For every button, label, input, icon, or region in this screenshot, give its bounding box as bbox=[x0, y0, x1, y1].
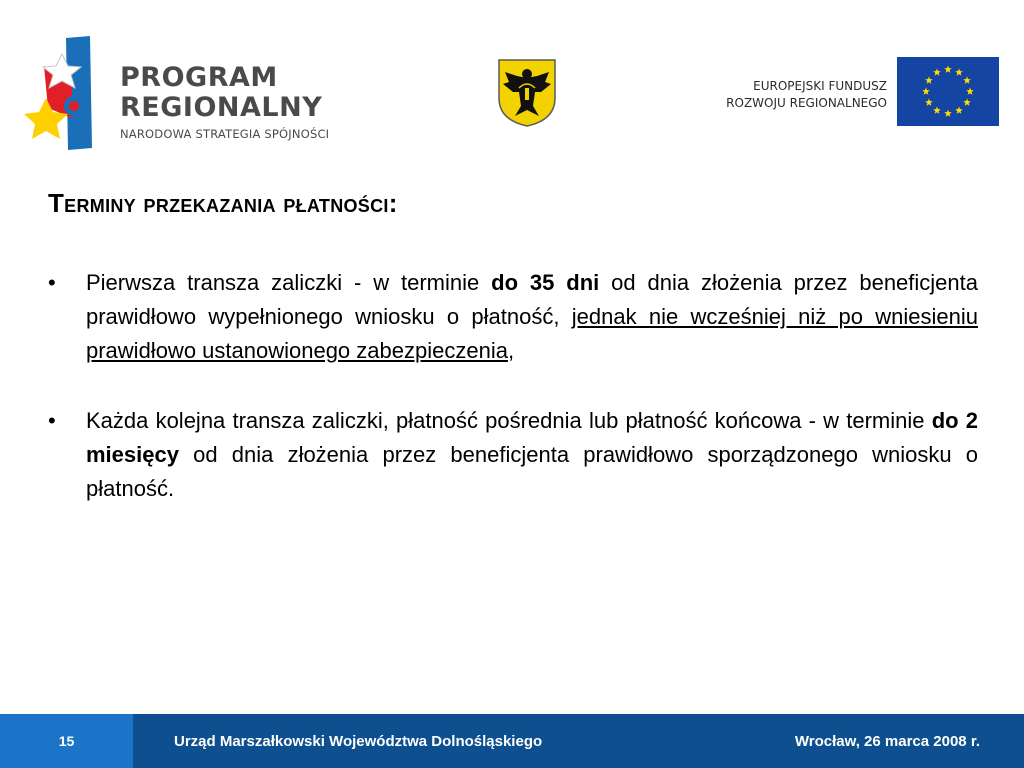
bullet-dot: • bbox=[48, 408, 56, 433]
bullet-item-first-tranche bbox=[48, 266, 978, 368]
footer-place-date: Wrocław, 26 marca 2008 r. bbox=[794, 732, 980, 750]
bullet-text: Pierwsza transza zaliczki - w terminie bbox=[86, 270, 492, 295]
page-number: 15 bbox=[0, 714, 133, 768]
bullet-item-next-tranche bbox=[48, 404, 978, 506]
program-logo-line3: NARODOWA STRATEGIA SPÓJNOŚCI bbox=[120, 127, 330, 141]
eu-flag-icon bbox=[897, 57, 999, 126]
eu-fund-label bbox=[726, 78, 887, 112]
slide-header bbox=[0, 0, 1024, 165]
eagle-crest-icon bbox=[497, 58, 557, 128]
slide-footer bbox=[0, 714, 1024, 768]
bullet-dot: • bbox=[48, 270, 56, 295]
bullet-text: od dnia złożenia przez beneficjenta prawidłowo wypełnionego wniosku o płatność, bbox=[86, 270, 978, 329]
eu-fund-line1: EUROPEJSKI FUNDUSZ bbox=[753, 79, 887, 93]
slide-title: Terminy przekazania płatności: bbox=[48, 188, 398, 218]
bullet-list bbox=[48, 266, 978, 506]
bullet-text: Każda kolejna transza zaliczki, płatność pośrednia lub płatność końcowa - w terminie bbox=[86, 408, 932, 433]
bullet-text: od dnia złożenia przez beneficjenta prawidłowo sporządzonego wniosku o płatność. bbox=[86, 442, 978, 501]
bullet-emphasis: do 35 dni bbox=[491, 270, 600, 295]
program-regionalny-logo bbox=[22, 36, 382, 152]
bullet-emphasis: do 2 miesięcy bbox=[86, 408, 978, 467]
bullet-underlined-text: jednak nie wcześniej niż po wniesieniu prawidłowo ustanowionego zabezpieczenia bbox=[86, 304, 978, 363]
bullet-text: , bbox=[507, 338, 515, 363]
eu-fund-line2: ROZWOJU REGIONALNEGO bbox=[726, 96, 887, 110]
program-logo-line1: PROGRAM bbox=[120, 62, 278, 93]
program-logo-line2: REGIONALNY bbox=[120, 92, 323, 123]
star-flag-logo-icon bbox=[22, 36, 114, 152]
footer-organization: Urząd Marszałkowski Województwa Dolnośląskiego bbox=[174, 732, 543, 750]
